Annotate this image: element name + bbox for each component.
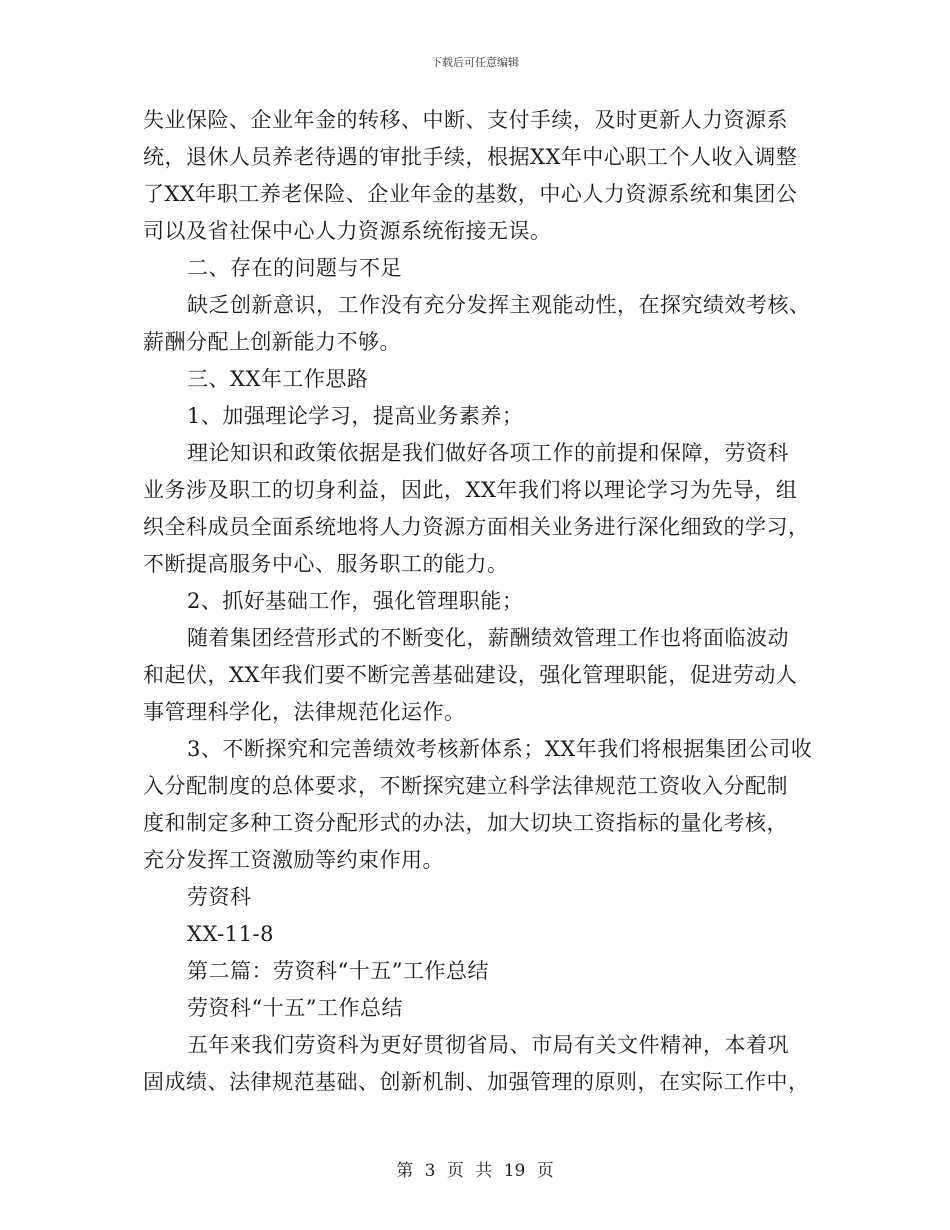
text-line: 五年来我们劳资科为更好贯彻省局、市局有关文件精神，本着巩 — [187, 1033, 789, 1057]
chapter-title: 第二篇：劳资科“十五”工作总结 — [187, 959, 489, 983]
text-line: 薪酬分配上创新能力不够。 — [143, 330, 401, 354]
text-line: 固成绩、法律规范基础、创新机制、加强管理的原则，在实际工作中， — [143, 1070, 810, 1094]
subsection-heading: 3、不断探究和完善绩效考核新体系；XX年我们将根据集团公司收 — [187, 737, 813, 761]
signature-department: 劳资科 — [187, 885, 252, 909]
section-heading: 二、存在的问题与不足 — [187, 256, 402, 280]
text-line: 不断提高服务中心、服务职工的能力。 — [143, 552, 509, 576]
text-line: 织全科成员全面系统地将人力资源方面相关业务进行深化细致的学习， — [143, 515, 810, 539]
text-line: 司以及省社保中心人力资源系统衔接无误。 — [143, 219, 552, 243]
document-body — [143, 102, 815, 1101]
text-line: 理论知识和政策依据是我们做好各项工作的前提和保障，劳资科 — [187, 441, 789, 465]
signature-date: XX-11-8 — [187, 922, 274, 946]
text-line: 入分配制度的总体要求，不断探究建立科学法律规范工资收入分配制 — [143, 774, 788, 798]
document-title: 劳资科“十五”工作总结 — [187, 996, 403, 1020]
text-line: 了XX年职工养老保险、企业年金的基数，中心人力资源系统和集团公 — [143, 182, 798, 206]
page-header: 下载后可任意编辑 — [431, 56, 519, 69]
subsection-heading: 2、抓好基础工作，强化管理职能； — [187, 589, 524, 613]
text-line: 随着集团经营形式的不断变化，薪酬绩效管理工作也将面临波动 — [187, 626, 789, 650]
text-line: 统，退休人员养老待遇的审批手续，根据XX年中心职工个人收入调整 — [143, 145, 798, 169]
subsection-heading: 1、加强理论学习，提高业务素养； — [187, 404, 524, 428]
text-line: 事管理科学化，法律规范化运作。 — [143, 700, 466, 724]
text-line: 度和制定多种工资分配形式的办法，加大切块工资指标的量化考核， — [143, 811, 788, 835]
section-heading: 三、XX年工作思路 — [187, 367, 369, 391]
text-line: 缺乏创新意识，工作没有充分发挥主观能动性，在探究绩效考核、 — [187, 293, 811, 317]
page-number: 第 3 页 共 19 页 — [396, 1161, 554, 1181]
text-line: 充分发挥工资激励等约束作用。 — [143, 848, 444, 872]
text-line: 失业保险、企业年金的转移、中断、支付手续，及时更新人力资源系 — [143, 108, 788, 132]
text-line: 业务涉及职工的切身利益，因此，XX年我们将以理论学习为先导，组 — [143, 478, 798, 502]
text-line: 和起伏，XX年我们要不断完善基础建设，强化管理职能，促进劳动人 — [143, 663, 798, 687]
